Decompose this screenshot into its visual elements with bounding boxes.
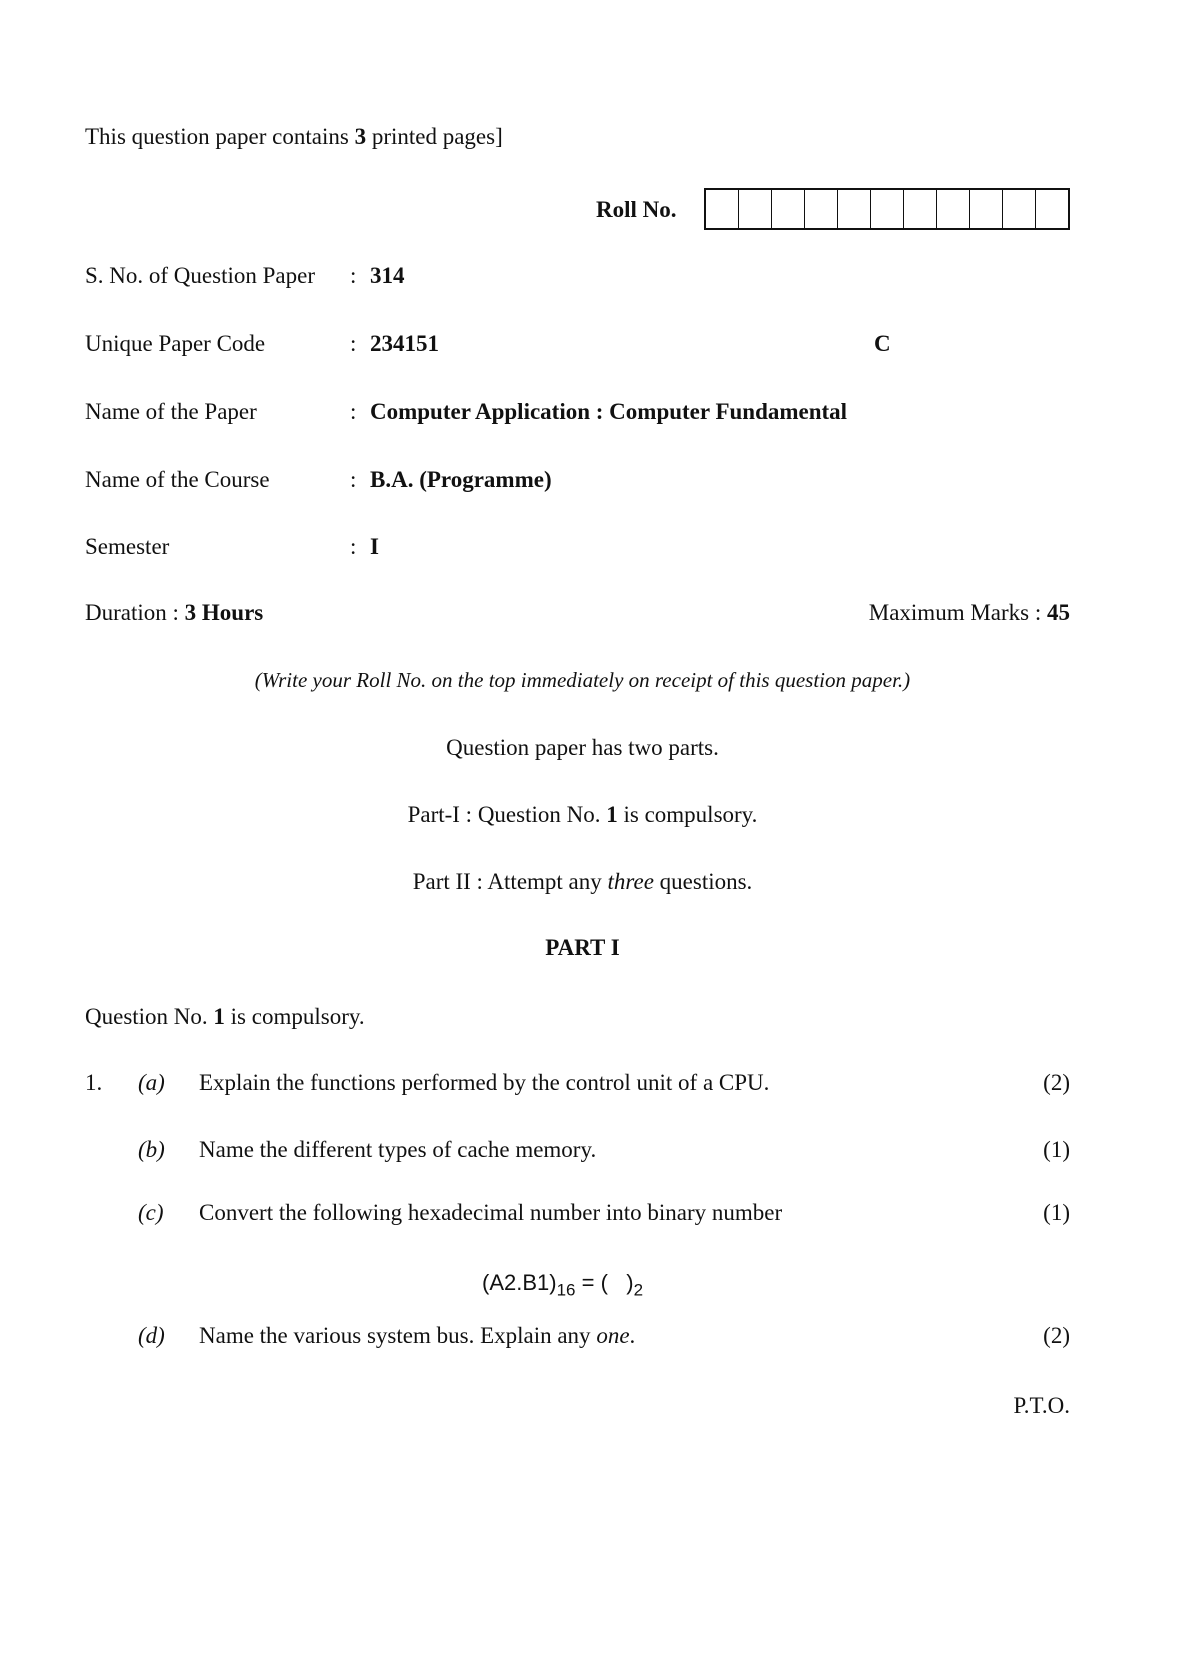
parts-note: Question paper has two parts. xyxy=(446,735,719,760)
item-d-marks: (2) xyxy=(1043,1323,1070,1348)
paper-code-label: Unique Paper Code xyxy=(85,331,266,356)
roll-number-box[interactable] xyxy=(805,190,838,228)
roll-number-box[interactable] xyxy=(706,190,739,228)
course-value: B.A. (Programme) xyxy=(370,467,552,492)
course-label: Name of the Course xyxy=(85,467,270,492)
item-b-marks: (1) xyxy=(1043,1137,1070,1162)
roll-number-box[interactable] xyxy=(1036,190,1068,228)
roll-number-box[interactable] xyxy=(739,190,772,228)
paper-name-label: Name of the Paper xyxy=(85,399,257,424)
maximum-marks: Maximum Marks : 45 xyxy=(868,600,1070,625)
question-number: 1. xyxy=(85,1070,103,1095)
serial-label: S. No. of Question Paper xyxy=(85,263,315,288)
roll-number-box[interactable] xyxy=(970,190,1003,228)
part2-instruction: Part II : Attempt any three questions. xyxy=(412,869,753,894)
item-a-letter: (a) xyxy=(138,1070,165,1095)
roll-number-box[interactable] xyxy=(772,190,805,228)
roll-instruction: (Write your Roll No. on the top immediately on receipt of this question paper.) xyxy=(254,668,911,692)
pto: P.T.O. xyxy=(1013,1393,1070,1418)
item-b-text: Name the different types of cache memory. xyxy=(199,1137,597,1162)
paper-code-value: 234151 xyxy=(370,331,439,356)
serial-colon: : xyxy=(350,263,357,288)
roll-number-box[interactable] xyxy=(904,190,937,228)
paper-name-value: Computer Application : Computer Fundamental xyxy=(370,399,848,424)
serial-value: 314 xyxy=(370,263,405,288)
roll-number-box[interactable] xyxy=(1003,190,1036,228)
item-d-text: Name the various system bus. Explain any one. xyxy=(199,1323,636,1348)
roll-number-box[interactable] xyxy=(871,190,904,228)
semester-label: Semester xyxy=(85,534,170,559)
roll-number-boxes xyxy=(704,188,1070,230)
roll-number-box[interactable] xyxy=(838,190,871,228)
item-c-letter: (c) xyxy=(138,1200,164,1225)
item-d-letter: (d) xyxy=(138,1323,165,1348)
roll-number-box[interactable] xyxy=(937,190,970,228)
duration: Duration : 3 Hours xyxy=(85,600,264,625)
hex-conversion-formula: $(A2.B1)_{16}$ = ( )$_2$ xyxy=(482,1270,644,1300)
part1-heading: PART I xyxy=(545,935,620,960)
course-colon: : xyxy=(350,467,357,492)
paper-name-colon: : xyxy=(350,399,357,424)
pages-note: This question paper contains 3 printed pages] xyxy=(85,124,503,149)
paper-set: C xyxy=(874,331,891,356)
part1-intro: Question No. 1 is compulsory. xyxy=(85,1004,365,1029)
roll-number-label: Roll No. xyxy=(596,197,677,222)
item-b-letter: (b) xyxy=(138,1137,165,1162)
semester-colon: : xyxy=(350,534,357,559)
item-a-marks: (2) xyxy=(1043,1070,1070,1095)
semester-value: I xyxy=(370,534,379,559)
item-c-text: Convert the following hexadecimal number into binary number xyxy=(199,1200,783,1225)
item-c-marks: (1) xyxy=(1043,1200,1070,1225)
part1-instruction: Part-I : Question No. 1 is compulsory. xyxy=(407,802,758,827)
item-a-text: Explain the functions performed by the control unit of a CPU. xyxy=(199,1070,770,1095)
paper-code-colon: : xyxy=(350,331,357,356)
